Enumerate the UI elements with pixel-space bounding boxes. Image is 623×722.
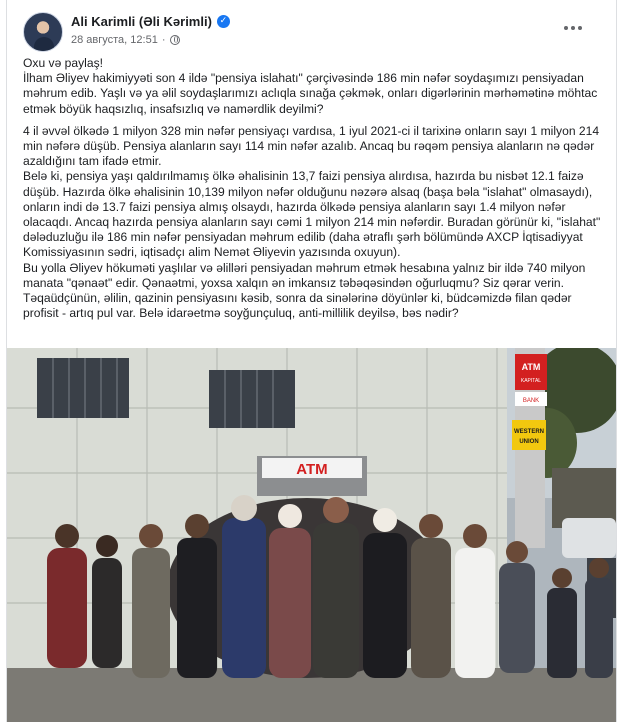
post-timestamp[interactable]: 28 августа, 12:51 <box>71 34 158 46</box>
author-row <box>71 14 230 29</box>
post-paragraph: 4 il əvvəl ölkədə 1 milyon 328 min nəfər pensiyaçı vardısa, 1 iyul 2021-ci il tarixinə onların sayı 1 milyon 214 min nəfərə düşüb. Pensiya alanların sayı 114 min nəfər azalıb. Ancaq bu rəqəm pensiya alanların nə qədər azaldığını tam ifadə etmir. <box>23 123 600 169</box>
bank-sign-line2: BANK <box>522 398 540 404</box>
meta-separator: · <box>161 34 166 46</box>
post-text <box>23 56 608 321</box>
atm-sign-text: ATM <box>296 461 328 478</box>
bank-sign-line1: KAPITAL <box>520 378 542 384</box>
post-paragraph: İlham Əliyev hakimiyyəti son 4 ildə "pensiya islahatı" çərçivəsində 186 min nəfər soydaşımızı pensiyadan məhrum edib. Yaşlı və ya əlil soydaşlarımızı aclıqla sınağa çəkmək, onları digərlərinin mərhəmətinə möhtac etmək böyük haqsızlıq, insafsızlıq və namərdlik deyilmi? <box>23 71 598 116</box>
author-avatar[interactable] <box>23 12 63 52</box>
verified-badge-icon: ✓ <box>217 15 230 28</box>
atm-small-sign-text: ATM <box>521 362 541 372</box>
author-name[interactable]: Ali Karimli (Əli Kərimli) <box>71 14 212 29</box>
globe-icon <box>170 35 180 45</box>
wu-sign-line2: UNION <box>519 439 539 445</box>
post-card <box>6 0 617 722</box>
post-paragraph: Belə ki, pensiya yaşı qaldırılmamış ölkə əhalisinin 13,7 faizi pensiya alırdısa, hazırda bu nisbət 12.1 faizə düşüb. Hazırda ölkə əhalisinin 10,139 milyon nəfər olduğunu nəzərə alsaq (başa bəla "islahat" olmasaydı), onların indi də 13.7 faizi pensiya almış olsaydı, hazırda ölkədə pensiya alanların sayı 1.4 milyon nəfər olacaqdı. Ancaq hazırda pensiya alanların sayı cəmi 1 milyon 214 min nəfərdir. Buradan görünür ki, "islahat" dələduzluğu ilə 186 min nəfər pensiyadan məhrum edilib (daha ətraflı şərh bölümündə AXCP İqtisadiyyat Komissiyasının sədri, iqtisadçı alim Nemət Əliyevin yazısında oxuyun). <box>23 169 601 260</box>
more-options-icon[interactable] <box>559 18 587 38</box>
wu-sign-line1: WESTERN <box>514 429 544 435</box>
post-photo[interactable] <box>7 348 616 722</box>
post-paragraph: Oxu və paylaş! <box>23 56 103 70</box>
post-header <box>23 12 593 52</box>
photo-illustration <box>7 348 616 722</box>
post-meta <box>71 34 180 46</box>
post-paragraph: Bu yolla Əliyev hökuməti yaşlılar və əlilləri pensiyadan məhrum etmək hesabına yalnız bir ildə 740 milyon manata "qənaət" edir. Qənaətmi, yoxsa xalqın ən imkansız təbəqəsindən oğurluqmu? Siz qərar verin. Təqaüdçünün, əlilin, qazinin pensiyasını kəsib, sonra da sinələrinə döyünlər ki, büdcəmizdə filan qədər profisit - artıq pul var. Belə idarəetmə soyğunçuluq, anti-millilik deyilsə, bəs nədir? <box>23 260 586 321</box>
